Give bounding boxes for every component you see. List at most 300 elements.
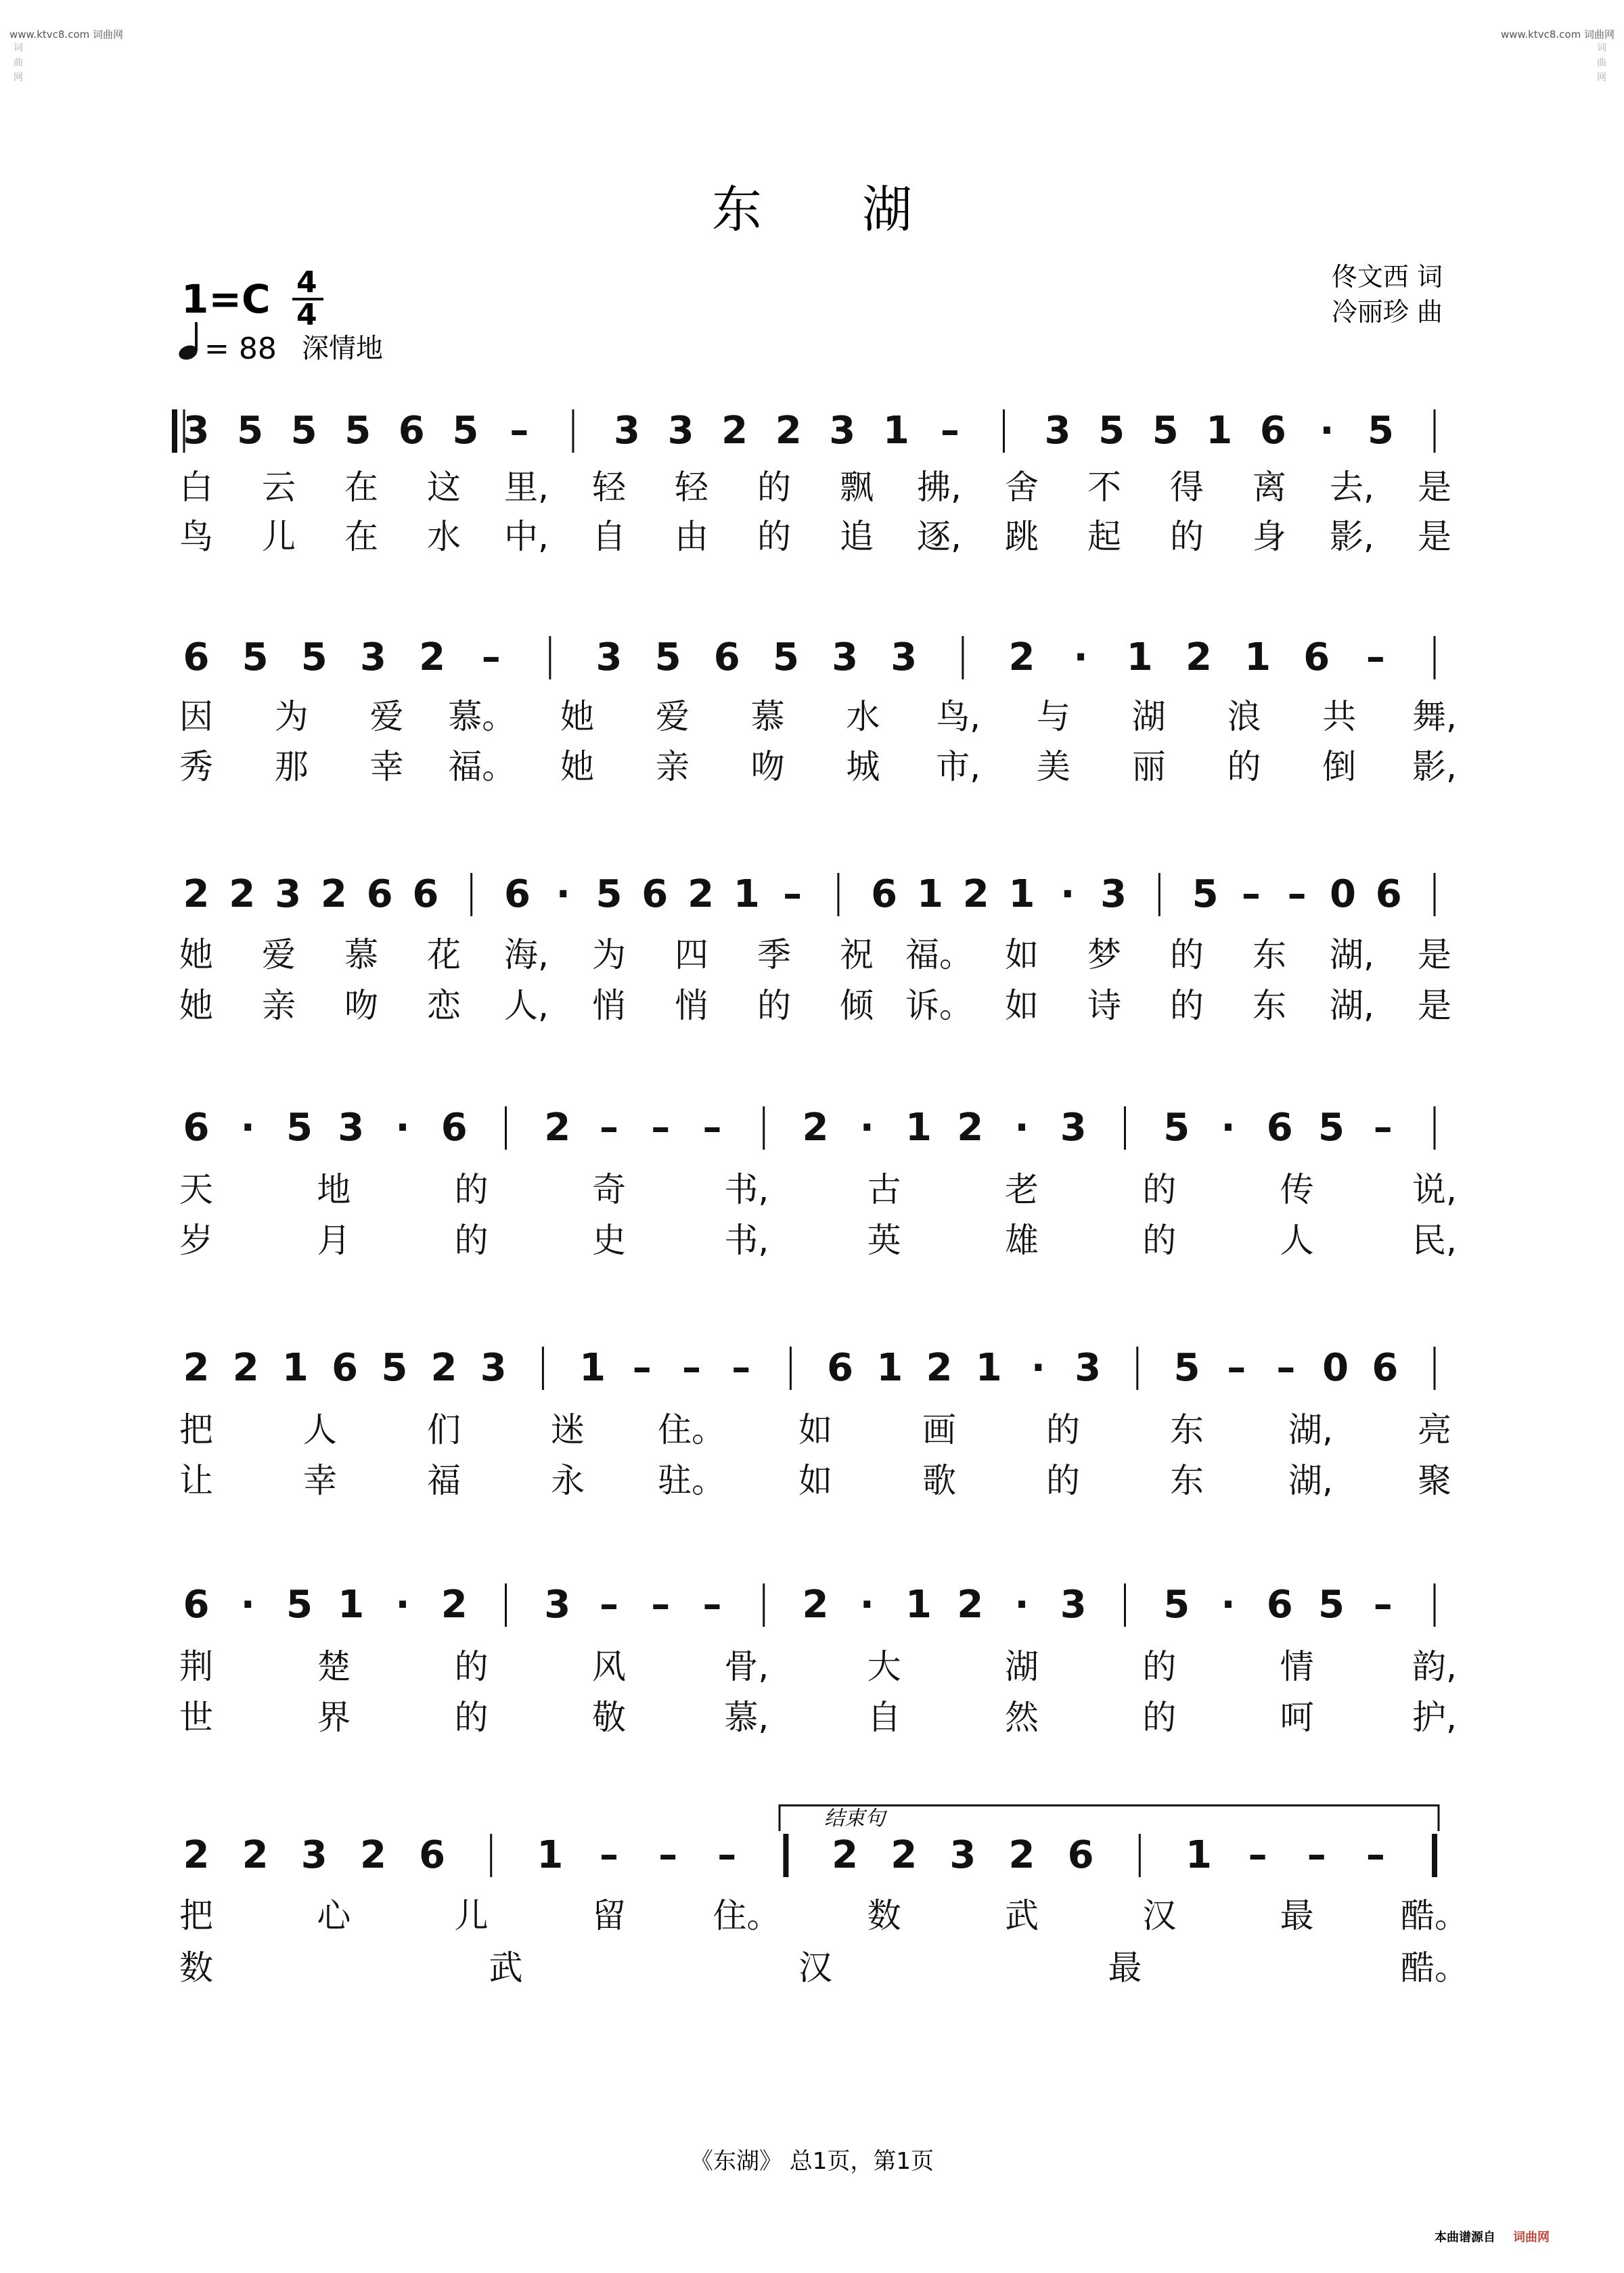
- lyric-syllable: 情: [1280, 1647, 1314, 1686]
- music-note: 3: [183, 409, 210, 453]
- music-note: 3: [338, 1106, 365, 1150]
- lyric-syllable: 为: [274, 697, 309, 736]
- lyric-syllable: 轻: [592, 468, 626, 507]
- music-note: 2: [229, 872, 256, 916]
- lyric-syllable: 湖: [1131, 697, 1166, 736]
- music-note: 6: [1372, 1346, 1399, 1390]
- lyric-syllable: 儿: [262, 517, 296, 556]
- lyric-syllable: 为: [592, 935, 626, 974]
- score-system: [179, 1106, 1457, 1260]
- footer-source-note: 本曲谱源自: [1435, 2230, 1495, 2245]
- music-note: 1: [905, 1106, 932, 1150]
- lyric-syllable: 美: [1036, 747, 1070, 786]
- lyric-syllable: 秀: [179, 747, 213, 786]
- music-note: 3: [832, 635, 859, 679]
- music-note: 6: [183, 1583, 210, 1627]
- side-watermark: 词曲网: [14, 43, 23, 83]
- lyric-syllable: 如: [798, 1410, 832, 1449]
- music-note: 2: [242, 1833, 269, 1877]
- music-note: 2: [441, 1583, 468, 1627]
- music-note: 6: [398, 409, 425, 453]
- music-note: –: [717, 1833, 737, 1877]
- music-note: 1: [733, 872, 760, 916]
- lyric-syllable: 影,: [1412, 747, 1457, 786]
- music-note: 5: [290, 409, 317, 453]
- lyric-syllable: 人: [1280, 1221, 1314, 1260]
- lyric-syllable: 慕,: [724, 1698, 769, 1737]
- music-note: 5: [286, 1106, 313, 1150]
- music-note: 5: [300, 635, 328, 679]
- music-note: 5: [595, 872, 623, 916]
- music-note: 2: [802, 1106, 829, 1150]
- lyric-syllable: 福。: [448, 747, 516, 786]
- music-note: 1: [579, 1346, 606, 1390]
- music-note: 6: [827, 1346, 854, 1390]
- music-note: 5: [381, 1346, 408, 1390]
- lyric-syllable: 最: [1280, 1896, 1314, 1935]
- lyric-syllable: 的: [454, 1170, 489, 1209]
- lyric-syllable: 爱: [655, 697, 690, 736]
- music-note: 6: [1375, 872, 1402, 916]
- lyric-syllable: 的: [454, 1698, 489, 1737]
- lyric-syllable: 的: [1142, 1170, 1177, 1209]
- music-note: 1: [1244, 635, 1271, 679]
- footer-source-site: 词曲网: [1513, 2230, 1550, 2245]
- music-note: 2: [957, 1106, 984, 1150]
- lyric-syllable: 如: [798, 1461, 832, 1500]
- lyric-syllable: 爱: [262, 935, 296, 974]
- music-note: ·: [1060, 872, 1075, 916]
- music-note: 2: [183, 1346, 210, 1390]
- page-top-banner: www.ktvc8.com 词曲网: [9, 28, 124, 41]
- music-note: –: [731, 1346, 751, 1390]
- lyric-syllable: 追: [840, 517, 874, 556]
- lyric-syllable: 梦: [1087, 935, 1121, 974]
- lyric-syllable: 影,: [1330, 517, 1374, 556]
- lyric-syllable: 市,: [936, 747, 981, 786]
- lyric-syllable: 祝: [840, 935, 874, 974]
- lyric-syllable: 湖,: [1288, 1461, 1333, 1500]
- music-note: 5: [772, 635, 799, 679]
- score-system: [179, 409, 1451, 556]
- music-note: 2: [957, 1583, 984, 1627]
- music-note: 3: [890, 635, 918, 679]
- score-system: [179, 872, 1451, 1025]
- lyric-syllable: 武: [489, 1948, 523, 1987]
- music-note: ·: [1014, 1106, 1029, 1150]
- music-note: 2: [1185, 635, 1212, 679]
- lyric-syllable: 儿: [454, 1896, 489, 1935]
- lyric-syllable: 雄: [1005, 1221, 1039, 1260]
- lyric-syllable: 诉。: [905, 986, 973, 1025]
- music-note: –: [1276, 1346, 1296, 1390]
- music-note: 6: [412, 872, 439, 916]
- lyricist-credit: 佟文西 词: [1331, 262, 1443, 292]
- lyric-syllable: 是: [1418, 517, 1451, 556]
- lyric-syllable: 如: [1005, 986, 1039, 1025]
- lyric-syllable: 鸟,: [936, 697, 981, 736]
- music-note: 5: [1173, 1346, 1200, 1390]
- music-note: –: [783, 872, 803, 916]
- lyric-syllable: 留: [592, 1896, 626, 1935]
- lyric-syllable: 东: [1170, 1461, 1204, 1500]
- music-note: 0: [1329, 872, 1356, 916]
- music-note: 2: [544, 1106, 571, 1150]
- music-note: 3: [1100, 872, 1127, 916]
- lyric-syllable: 的: [454, 1221, 489, 1260]
- music-note: ·: [1031, 1346, 1046, 1390]
- lyric-syllable: 水: [427, 517, 461, 556]
- lyric-syllable: 跳: [1005, 517, 1039, 556]
- lyric-syllable: 亮: [1418, 1410, 1451, 1449]
- lyric-syllable: 让: [179, 1461, 213, 1500]
- music-note: 6: [871, 872, 898, 916]
- lyric-syllable: 鸟: [179, 517, 213, 556]
- lyric-syllable: 她: [560, 747, 595, 786]
- lyric-syllable: 福。: [905, 935, 973, 974]
- lyric-syllable: 倾: [840, 986, 874, 1025]
- lyric-syllable: 的: [1046, 1410, 1080, 1449]
- music-note: –: [1287, 872, 1307, 916]
- lyric-syllable: 是: [1418, 986, 1451, 1025]
- music-note: 6: [503, 872, 531, 916]
- music-note: 6: [1266, 1106, 1293, 1150]
- lyric-syllable: 呵: [1280, 1698, 1314, 1737]
- lyric-syllable: 驻。: [658, 1461, 725, 1500]
- lyric-syllable: 因: [179, 697, 213, 736]
- music-note: ·: [1073, 635, 1088, 679]
- music-note: 1: [1126, 635, 1153, 679]
- lyric-syllable: 画: [922, 1410, 956, 1449]
- music-note: –: [600, 1106, 618, 1150]
- lyric-syllable: 月: [317, 1221, 351, 1260]
- page-footer: 《东湖》 总1页，第1页: [690, 2148, 934, 2175]
- lyric-syllable: 大: [867, 1647, 901, 1686]
- lyric-syllable: 传: [1280, 1170, 1314, 1209]
- lyric-syllable: 楚: [317, 1647, 351, 1686]
- lyric-syllable: 里,: [504, 468, 549, 507]
- lyric-syllable: 在: [344, 517, 378, 556]
- lyric-syllable: 那: [274, 747, 309, 786]
- lyric-syllable: 歌: [922, 1461, 956, 1500]
- lyric-syllable: 岁: [179, 1221, 213, 1260]
- lyric-syllable: 自: [867, 1698, 901, 1737]
- music-note: –: [1241, 872, 1261, 916]
- music-note: 2: [359, 1833, 386, 1877]
- music-note: ·: [1221, 1106, 1236, 1150]
- music-note: ·: [240, 1106, 255, 1150]
- music-note: 5: [1367, 409, 1394, 453]
- lyric-syllable: 的: [1142, 1647, 1177, 1686]
- lyric-syllable: 说,: [1412, 1170, 1457, 1209]
- lyric-syllable: 武: [1005, 1896, 1039, 1935]
- lyric-syllable: 自: [592, 517, 626, 556]
- music-note: 3: [829, 409, 856, 453]
- lyric-syllable: 的: [454, 1647, 489, 1686]
- music-note: 6: [641, 872, 669, 916]
- lyric-syllable: 轻: [675, 468, 708, 507]
- tempo-value: 88: [238, 332, 277, 366]
- music-note: 5: [344, 409, 371, 453]
- lyric-syllable: 把: [179, 1896, 213, 1935]
- lyric-syllable: 的: [757, 517, 791, 556]
- music-note: ·: [1014, 1583, 1029, 1627]
- music-note: 2: [890, 1833, 918, 1877]
- lyric-syllable: 老: [1005, 1170, 1039, 1209]
- lyric-syllable: 云: [262, 468, 296, 507]
- lyric-syllable: 骨,: [724, 1647, 769, 1686]
- music-note: 6: [1259, 409, 1286, 453]
- music-note: 5: [1192, 872, 1219, 916]
- key-signature: 1=C: [181, 276, 271, 322]
- lyric-syllable: 飘: [840, 468, 874, 507]
- music-note: 3: [1075, 1346, 1102, 1390]
- music-note: 6: [441, 1106, 468, 1150]
- lyric-syllable: 敬: [592, 1698, 626, 1737]
- music-note: 2: [419, 635, 446, 679]
- music-note: 2: [926, 1346, 953, 1390]
- lyric-syllable: 舍: [1005, 468, 1039, 507]
- music-note: –: [481, 635, 501, 679]
- music-note: –: [651, 1583, 671, 1627]
- music-note: 2: [1008, 635, 1035, 679]
- music-note: 2: [687, 872, 715, 916]
- music-note: 3: [667, 409, 694, 453]
- lyric-syllable: 幸: [369, 747, 404, 786]
- music-note: 3: [480, 1346, 507, 1390]
- lyric-syllable: 逐,: [917, 517, 962, 556]
- lyric-syllable: 是: [1418, 935, 1451, 974]
- song-title: 东 湖: [712, 181, 912, 239]
- music-note: 5: [1163, 1583, 1190, 1627]
- lyric-syllable: 住。: [658, 1410, 725, 1449]
- lyric-syllable: 的: [1170, 517, 1204, 556]
- music-note: 6: [366, 872, 393, 916]
- music-note: 1: [1206, 409, 1233, 453]
- music-note: 1: [876, 1346, 903, 1390]
- lyric-syllable: 住。: [713, 1896, 781, 1935]
- lyric-syllable: 季: [757, 935, 791, 974]
- lyric-syllable: 史: [592, 1221, 626, 1260]
- lyric-syllable: 她: [179, 935, 213, 974]
- music-note: 1: [537, 1833, 564, 1877]
- music-note: ·: [395, 1106, 410, 1150]
- music-note: 6: [332, 1346, 359, 1390]
- time-signature-bottom: 4: [296, 298, 317, 332]
- music-note: 6: [1067, 1833, 1094, 1877]
- time-signature-top: 4: [296, 265, 317, 300]
- music-note: 5: [237, 409, 264, 453]
- lyric-syllable: 的: [1046, 1461, 1080, 1500]
- music-note: –: [1227, 1346, 1246, 1390]
- lyric-syllable: 东: [1253, 935, 1286, 974]
- lyric-syllable: 然: [1005, 1698, 1039, 1737]
- lyric-syllable: 书,: [724, 1170, 769, 1209]
- music-note: 5: [654, 635, 681, 679]
- lyric-syllable: 是: [1418, 468, 1451, 507]
- music-note: ·: [556, 872, 570, 916]
- music-note: 1: [338, 1583, 365, 1627]
- lyric-syllable: 诗: [1087, 986, 1121, 1025]
- music-note: 1: [1008, 872, 1035, 916]
- lyric-syllable: 起: [1087, 517, 1121, 556]
- music-note: –: [1373, 1583, 1393, 1627]
- lyric-syllable: 幸: [303, 1461, 337, 1500]
- lyric-syllable: 把: [179, 1410, 213, 1449]
- music-note: ·: [395, 1583, 410, 1627]
- lyric-syllable: 舞,: [1412, 697, 1457, 736]
- music-note: 6: [419, 1833, 446, 1877]
- lyric-syllable: 护,: [1412, 1698, 1457, 1737]
- lyric-syllable: 民,: [1412, 1221, 1457, 1260]
- music-note: 5: [1318, 1583, 1345, 1627]
- lyric-syllable: 湖,: [1288, 1410, 1333, 1449]
- lyric-syllable: 界: [317, 1698, 351, 1737]
- music-note: 1: [975, 1346, 1002, 1390]
- ending-label: 结束句: [824, 1807, 885, 1830]
- music-note: 2: [832, 1833, 859, 1877]
- music-note: 2: [183, 1833, 210, 1877]
- music-note: 5: [242, 635, 269, 679]
- lyric-syllable: 悄: [675, 986, 708, 1025]
- lyric-syllable: 得: [1170, 468, 1204, 507]
- composer-credit: 冷丽珍 曲: [1331, 297, 1443, 327]
- lyric-syllable: 的: [757, 986, 791, 1025]
- music-note: 6: [713, 635, 740, 679]
- lyric-syllable: 如: [1005, 935, 1039, 974]
- music-note: 5: [452, 409, 479, 453]
- music-note: 2: [775, 409, 802, 453]
- music-note: ·: [1320, 409, 1334, 453]
- lyric-syllable: 亲: [655, 747, 690, 786]
- lyric-syllable: 奇: [592, 1170, 626, 1209]
- lyric-syllable: 心: [317, 1896, 351, 1935]
- lyric-syllable: 天: [179, 1170, 213, 1209]
- lyric-syllable: 英: [867, 1221, 901, 1260]
- lyric-syllable: 的: [757, 468, 791, 507]
- music-note: 6: [1303, 635, 1330, 679]
- lyric-syllable: 古: [867, 1170, 901, 1209]
- lyric-syllable: 悄: [592, 986, 626, 1025]
- lyric-syllable: 倒: [1322, 747, 1357, 786]
- lyric-syllable: 恋: [427, 986, 461, 1025]
- music-note: 6: [1266, 1583, 1293, 1627]
- lyric-syllable: 慕。: [448, 697, 516, 736]
- music-note: –: [510, 409, 529, 453]
- music-note: 1: [882, 409, 909, 453]
- music-note: 5: [286, 1583, 313, 1627]
- music-note: –: [1366, 1833, 1385, 1877]
- lyric-syllable: 数: [867, 1896, 901, 1935]
- lyric-syllable: 吻: [750, 747, 785, 786]
- lyric-syllable: 她: [179, 986, 213, 1025]
- music-note: –: [1373, 1106, 1393, 1150]
- lyric-syllable: 的: [1227, 747, 1261, 786]
- music-note: 5: [1152, 409, 1179, 453]
- lyric-syllable: 数: [179, 1948, 213, 1987]
- music-note: 2: [232, 1346, 259, 1390]
- music-note: 3: [359, 635, 386, 679]
- music-note: 2: [802, 1583, 829, 1627]
- music-note: 1: [281, 1346, 309, 1390]
- lyric-syllable: 不: [1087, 468, 1121, 507]
- lyric-syllable: 的: [1142, 1221, 1177, 1260]
- music-note: 3: [1060, 1583, 1087, 1627]
- lyric-syllable: 爱: [369, 697, 404, 736]
- score-systems: [175, 409, 1468, 1987]
- music-note: 2: [721, 409, 748, 453]
- tempo-marking: = 88: [204, 332, 277, 366]
- lyric-syllable: 福: [427, 1461, 461, 1500]
- lyric-syllable: 人,: [504, 986, 549, 1025]
- lyric-syllable: 酷。: [1401, 1948, 1468, 1987]
- music-note: 3: [544, 1583, 571, 1627]
- music-note: 6: [183, 635, 210, 679]
- lyric-syllable: 风: [592, 1647, 626, 1686]
- lyric-syllable: 韵,: [1412, 1647, 1457, 1686]
- music-note: 2: [1008, 1833, 1035, 1877]
- music-note: –: [1248, 1833, 1267, 1877]
- lyric-syllable: 永: [551, 1461, 585, 1500]
- lyric-syllable: 的: [1170, 986, 1204, 1025]
- tempo-expression: 深情地: [302, 333, 383, 364]
- lyric-syllable: 湖,: [1330, 935, 1374, 974]
- music-note: –: [1366, 635, 1385, 679]
- music-note: –: [702, 1583, 722, 1627]
- lyric-syllable: 酷。: [1401, 1896, 1468, 1935]
- music-note: –: [658, 1833, 678, 1877]
- lyric-syllable: 的: [1142, 1698, 1177, 1737]
- music-note: –: [632, 1346, 652, 1390]
- music-note: 3: [1060, 1106, 1087, 1150]
- lyric-syllable: 湖: [1005, 1647, 1039, 1686]
- music-note: –: [682, 1346, 701, 1390]
- music-note: 5: [1098, 409, 1125, 453]
- lyric-syllable: 共: [1322, 697, 1357, 736]
- lyric-syllable: 慕: [750, 697, 785, 736]
- music-note: 5: [1318, 1106, 1345, 1150]
- lyric-syllable: 海,: [504, 935, 549, 974]
- lyric-syllable: 们: [427, 1410, 461, 1449]
- lyric-syllable: 身: [1253, 517, 1286, 556]
- score-system: [179, 1346, 1451, 1500]
- music-note: –: [940, 409, 960, 453]
- music-note: –: [600, 1833, 618, 1877]
- music-note: 2: [430, 1346, 457, 1390]
- lyric-syllable: 东: [1170, 1410, 1204, 1449]
- music-note: –: [651, 1106, 671, 1150]
- lyric-syllable: 吻: [344, 986, 378, 1025]
- lyric-syllable: 在: [344, 468, 378, 507]
- lyric-syllable: 汉: [1142, 1896, 1177, 1935]
- lyric-syllable: 由: [675, 517, 708, 556]
- score-system: [179, 1583, 1457, 1737]
- lyric-syllable: 白: [179, 468, 213, 507]
- music-note: 0: [1322, 1346, 1349, 1390]
- music-note: ·: [859, 1106, 874, 1150]
- score-system: [179, 635, 1457, 786]
- lyric-syllable: 她: [560, 697, 595, 736]
- music-note: 5: [1163, 1106, 1190, 1150]
- lyric-syllable: 人: [303, 1410, 337, 1449]
- lyric-syllable: 与: [1036, 697, 1070, 736]
- lyric-syllable: 去,: [1330, 468, 1374, 507]
- lyric-syllable: 最: [1108, 1948, 1142, 1987]
- music-note: –: [600, 1583, 618, 1627]
- music-note: 3: [1044, 409, 1071, 453]
- lyric-syllable: 迷: [551, 1410, 585, 1449]
- lyric-syllable: 浪: [1227, 697, 1261, 736]
